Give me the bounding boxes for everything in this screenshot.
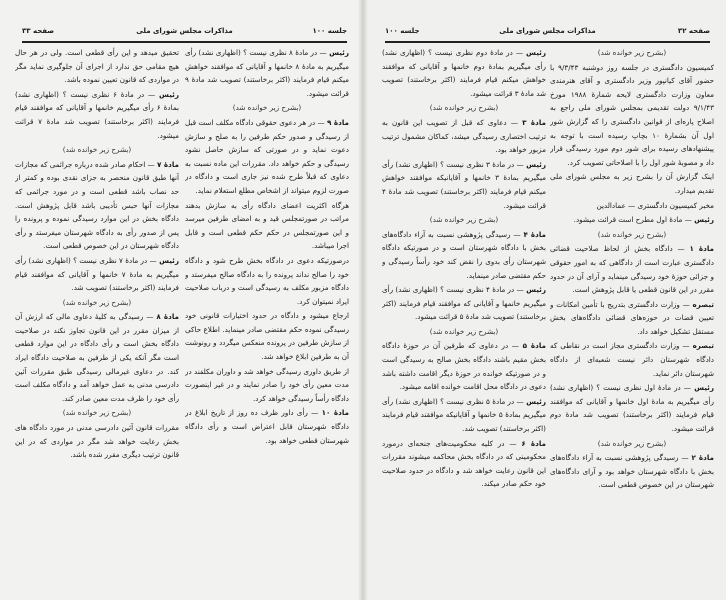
paragraph — [185, 365, 349, 406]
paragraph-text: — در مادهٔ ۸ نظری نیست ؟ (اظهاری نشد) رأی میگیریم به مادهٔ ۸ خانمها و آقایانی که موافقند خواهش میکنم قیام فرمایند (اکثر برخاستند) تصویب شد مادهٔ ۹ قرائت میشود. — [185, 48, 349, 98]
reading-note: (بشرح زیر خوانده شد) — [597, 229, 667, 239]
paragraph — [382, 339, 546, 393]
paragraph-text: — رسیدگی پژوهشی نسبت به آراء دادگاه‌های بخش با دادگاه شهرستان خواهد بود و آرای دادگاه‌های شهرستان در این خصوص قطعی است. — [550, 453, 714, 490]
speaker-label: رئیس — [526, 48, 546, 57]
session-number: جلسه ۱۰۰ — [312, 27, 347, 35]
paragraph-text: — در مادهٔ ۴ نظری نیست ؟ (اظهاری نشد) رأی میگیریم خانمها و آقایانی که موافقند قیام فرمایند (اکثر برخاستند) تصویب شد مادهٔ ۵ قرائت میشود. — [382, 285, 546, 322]
paragraph-text: — احکام صادر شده درباره جرائمی که مجازات آنها طبق قانون منحصر به جزای نقدی بوده و کمتر از حد نصاب باشد قطعی است و در مورد جرائمی که مجازات آنها حبس تأدیبی باشد قابل پژوهش است. دادگاه بخش در این موارد رسیدگی نموده و پرونده را پس از صدور رأی به دادگاه شهرستان میفرستد و رأی دادگاه شهرستان در این خصوص قطعی است. — [15, 159, 179, 251]
paragraph — [550, 451, 714, 492]
paragraph — [550, 61, 714, 170]
speaker-label: مادهٔ ۲ — [691, 453, 714, 463]
right-page — [363, 0, 726, 600]
speaker-label: تبصره — [692, 299, 714, 309]
speaker-label: رئیس — [159, 255, 179, 265]
paragraph-text: — دادگاه بخش از لحاظ صلاحیت قضائی دادگستری عبارت است از دادگاهی که به امور حقوقی و جزائی حوزهٔ خود رسیدگی مینماید و آرای آن در حدود مقرر در این قانون قطعی یا قابل پژوهش است. — [550, 244, 714, 295]
paragraph-text: — در دعاوی که طرفین آن در حوزهٔ دادگاه بخش مقیم باشند دادگاه بخش صالح به رسیدگی است و در صورتیکه خوانده در حوزهٔ دیگر اقامت داشته باشد دعوی در دادگاه محل اقامت خوانده اقامه میشود. — [382, 341, 546, 392]
paragraph — [550, 199, 714, 213]
paragraph-text: — در مادهٔ اول نظری نیست ؟ (اظهاری نشد) رأی میگیریم به مادهٔ اول خانمها و آقایانی که موافقند قیام فرمایند (اکثر برخاستند) تصویب شد مادهٔ دوم قرائت میشود. — [550, 383, 714, 434]
paragraph — [550, 339, 714, 380]
speaker-label: رئیس — [694, 215, 714, 225]
speaker-label: تبصره — [692, 341, 714, 351]
paragraph — [15, 158, 179, 253]
paragraph-text: — دعاوی که قبل از تصویب این قانون به ترتیب اختصاری رسیدگی میشد، کماکان مشمول ترتیب مزبور خواهد بود. — [382, 117, 546, 155]
reading-note: (بشرح زیر خوانده شد) — [429, 326, 499, 336]
paragraph — [15, 46, 179, 87]
reading-note: (بشرح زیر خوانده شد) — [597, 48, 667, 57]
paragraph-text: تحقیق میدهد و این رأی قطعی است. ولی در هر حال هیچ مقامی حق ندارد از اجرای آن جلوگیری نماید مگر در مواردی که قانون تعیین نموده باشد. — [15, 48, 179, 85]
paragraph — [382, 283, 546, 324]
paragraph — [382, 116, 546, 157]
paragraph — [185, 406, 349, 447]
paragraph — [185, 116, 349, 198]
speaker-label: رئیس — [526, 159, 546, 169]
speaker-label: مادهٔ ۱۰ — [321, 408, 349, 418]
paragraph — [382, 228, 546, 282]
speaker-label: مادهٔ ۶ — [521, 438, 546, 448]
speaker-label: رئیس — [159, 89, 179, 99]
paragraph-text: مخبر کمیسیون دادگستری — عمادالدین — [596, 200, 714, 210]
speaker-label: مادهٔ ۴ — [523, 229, 546, 239]
paragraph-text: — در هر دعوی حقوقی دادگاه مکلف است قبل از رسیدگی و صدور حکم طرفین را به صلح و سازش دعوت نماید و در صورتی که سازش حاصل نشود رسیدگی و حکم خواهد داد. مقررات این ماده نسبت به دعاوی که قبلاً طرح شده نیز جاری است و دادگاه در صورت لزوم میتواند از اشخاص مطلع استعلام نماید. — [185, 117, 349, 195]
paragraph — [550, 213, 714, 227]
paragraph — [550, 242, 714, 296]
speaker-label: مادهٔ ۳ — [522, 117, 546, 127]
speaker-label: مادهٔ ۷ — [156, 159, 179, 169]
speaker-label: مادهٔ ۸ — [156, 312, 179, 322]
paragraph-text: — در مادهٔ ۶ نظری نیست ؟ (اظهاری نشد) بمادهٔ ۶ رأی میگیریم خانمها و آقایانی که موافقند قیام فرمایند (اکثر برخاستند) تصویب شد مادهٔ ۷ قرائت میشود. — [15, 89, 179, 140]
speaker-label: رئیس — [526, 396, 546, 406]
reading-note: (بشرح زیر خوانده شد) — [62, 145, 132, 155]
speaker-label: رئیس — [526, 285, 546, 295]
paragraph-text: — در مادهٔ دوم نظری نیست ؟ (اظهاری نشد) رأی میگیریم بمادهٔ دوم خانمها و آقایانی که موافقند خواهش میکنم قیام فرمایند (اکثر برخاستند) تصویب شد مادهٔ ۳ قرائت میشود. — [382, 48, 546, 98]
reading-note: (بشرح زیر خوانده شد) — [429, 215, 499, 225]
publication-title: مذاکرات مجلس شورای ملی — [499, 27, 596, 35]
paragraph-text: هرگاه اکثریت اعضای دادگاه رأی به سازش بدهند مراتب در صورتمجلس قید و به امضای طرفین میرسد و این صورتمجلس در حکم حکم قطعی است و قابل اجرا میباشد. — [185, 200, 349, 251]
reading-note: (بشرح زیر خوانده شد) — [232, 103, 302, 113]
paragraph-text: ارجاع میشود و دادگاه در حدود اختیارات قانونی خود رسیدگی نموده حکم مقتضی صادر مینماید. اطلاع حاکی از سازش طرفین در پرونده منعکس میگردد و رونوشت آن به طرفین ابلاغ خواهد شد. — [185, 311, 349, 362]
reading-note: (بشرح زیر خوانده شد) — [429, 103, 499, 113]
speaker-label: مادهٔ ۱ — [689, 244, 714, 254]
text-column — [185, 46, 349, 591]
header-rule — [22, 41, 347, 43]
text-column — [382, 46, 546, 591]
reading-note: (بشرح زیر خوانده شد) — [62, 408, 132, 418]
session-number: جلسه ۱۰۰ — [385, 27, 420, 35]
paragraph-text: اینک گزارش آن را بشرح زیر به مجلس شورای ملی تقدیم میدارد. — [550, 172, 714, 195]
text-column — [550, 46, 714, 591]
paragraph-text: — رسیدگی پژوهشی نسبت به آراء دادگاه‌های بخش با دادگاه شهرستان است و در صورتیکه دادگاه شهرستان رأی بدوی را نقض کند خود رأساً رسیدگی و حکم مقتضی صادر مینماید. — [382, 229, 546, 280]
paragraph — [382, 46, 546, 100]
paragraph — [382, 437, 546, 491]
speaker-label: رئیس — [329, 48, 349, 57]
paragraph-text: — در مادهٔ ۷ نظری نیست ؟ (اظهاری نشد) رأی میگیریم به مادهٔ ۷ خانمها و آقایانی که موافقند قیام فرمایند (اکثر برخاستند) تصویب شد. — [15, 255, 179, 293]
speaker-label: رئیس — [694, 383, 714, 393]
paragraph — [185, 254, 349, 308]
paragraph — [382, 395, 546, 436]
paragraph — [15, 421, 179, 462]
page-number: صفحه ۳۳ — [22, 27, 55, 35]
paragraph — [15, 88, 179, 142]
reading-note: (بشرح زیر خوانده شد) — [62, 297, 132, 307]
page-header — [385, 27, 710, 41]
paragraph-text: درصورتیکه دعوی در دادگاه بخش طرح شود و دادگاه خود را صالح نداند پرونده را به دادگاه صالح میفرستد و دادگاه مزبور مکلف به رسیدگی است و درباب صلاحیت ایراد نمیتوان کرد. — [185, 255, 349, 306]
paragraph-text: — در کلیه محکومیت‌های جنحه‌ای درمورد محکومینی که در دادگاه بخش محاکمه میشوند مقررات این قانون رعایت خواهد شد و دادگاه در حدود صلاحیت خود حکم صادر میکند. — [382, 438, 546, 489]
paragraph-text: کمیسیون دادگستری در جلسه روز دوشنبه ۹/۳/۴۳ با حضور آقای کیانپور وزیر دادگستری و آقای هنرمندی معاون وزارت دادگستری لایحه شمارهٔ ۱۹۸۸ مورخ ۹/۱/۴۳ دولت تقدیمی بمجلس شورای ملی راجع به اصلاح پاره‌ای از قوانین دادگستری را که گزارش شور اول آن بشمارهٔ ۱۰ بچاپ رسیده است با توجه به پیشنهادهای رسیده برای شور دوم مورد رسیدگی قرار داد و مصوبهٔ شور اول را با اصلاحاتی تصویب کرد. — [550, 62, 714, 167]
paragraph-text: از طریق داوری رسیدگی خواهد شد و داوران مکلفند در مدت معین رأی خود را صادر نمایند و در غیر اینصورت دادگاه رأساً رسیدگی خواهد کرد. — [185, 366, 349, 403]
paragraph-text: — وزارت دادگستری مجاز است در نقاطی که دادگاه شهرستان دائر نیست شعبه‌ای از دادگاه شهرستان دائر نماید. — [550, 341, 714, 378]
text-column — [15, 46, 179, 591]
paragraph — [185, 199, 349, 253]
book-gutter — [358, 0, 368, 600]
paragraph-text: — رسیدگی به کلیهٔ دعاوی مالی که ارزش آن از میزان مقرر در این قانون تجاوز نکند در صلاحیت دادگاه بخش است و رأی دادگاه در این موارد قطعی است مگر آنکه یکی از طرفین به صلاحیت دادگاه ایراد کند. در دعاوی غیرمالی رسیدگی طبق مقررات آئین دادرسی مدنی به عمل خواهد آمد و دادگاه مکلف است رأی خود را ظرف مدت معین صادر کند. — [15, 312, 179, 403]
page-number: صفحه ۳۲ — [677, 27, 710, 35]
paragraph — [185, 46, 349, 100]
publication-title: مذاکرات مجلس شورای ملی — [136, 27, 233, 35]
paragraph — [550, 170, 714, 197]
paragraph — [550, 381, 714, 435]
speaker-label: مادهٔ ۹ — [326, 117, 349, 127]
header-rule — [385, 41, 710, 43]
paragraph-text: — رأی داور ظرف ده روز از تاریخ ابلاغ در دادگاه شهرستان قابل اعتراض است و رأی دادگاه شهرستان قطعی خواهد بود. — [185, 408, 349, 445]
paragraph — [550, 298, 714, 339]
paragraph — [185, 309, 349, 363]
paragraph-text: — در مادهٔ ۳ نظری نیست ؟ (اظهاری نشد) رأی میگیریم بمادهٔ ۳ خانمها و آقایانیکه موافقند خواهش میکنم قیام فرمایند (اکثر برخاستند) تصویب شد مادهٔ ۴ قرائت میشود. — [382, 159, 546, 210]
paragraph-text: — وزارت دادگستری بتدریج با تأمین امکانات و تعیین قضات در حوزه‌های قضائی دادگاه‌های بخش مستقل تشکیل خواهد داد. — [550, 299, 714, 336]
page-header — [22, 27, 347, 41]
paragraph — [15, 254, 179, 295]
reading-note: (بشرح زیر خوانده شد) — [597, 438, 667, 448]
speaker-label: مادهٔ ۵ — [522, 341, 546, 351]
paragraph-text: — مادهٔ اول مطرح است قرائت میشود. — [573, 215, 692, 225]
paragraph — [15, 310, 179, 405]
paragraph-text: مقررات قانون آئین دادرسی مدنی در مورد دادگاه های بخش رعایت خواهد شد مگر در مواردی که در این قانون ترتیب دیگری مقرر شده باشد. — [15, 423, 179, 460]
paragraph-text: — در مادهٔ ۵ نظری نیست ؟ (اظهاری نشد) رأی میگیریم بمادهٔ ۵ خانمها و آقایانیکه موافقند قیام فرمایند (اکثر برخاستند) تصویب شد. — [382, 396, 546, 434]
paragraph — [382, 158, 546, 212]
